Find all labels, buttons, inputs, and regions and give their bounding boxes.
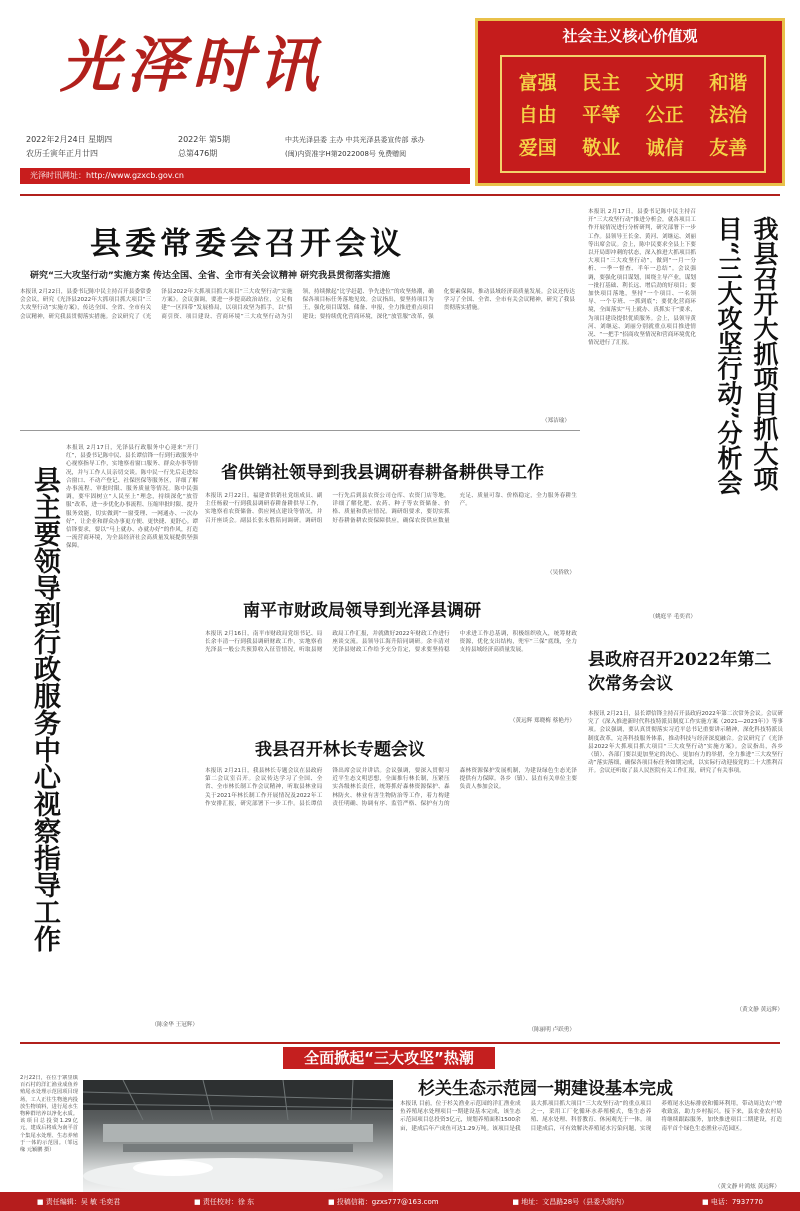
date-line: 2022年2月24日 星期四 [26,135,113,144]
forest-article [205,735,580,1033]
masthead [0,0,800,200]
core-value-word: 自由 [518,104,557,127]
campaign-banner: 全面掀起“三大攻坚”热潮 [283,1047,495,1069]
footer-item: ■ 投稿信箱：gzxs777@163.com [327,1197,439,1206]
permit-line: (闽)内资准字H第2022008号 免费赠阅 [285,150,407,158]
supply-body: 本报讯 2月22日，福建省供销社党组成员、副主任杨毅一行到我县调研春耕备耕供导工作，实地察看农资储备、供应网点建设等情况，并召开座谈会。副县长张永胜陪同调研。调研组一行先后到县农资公司仓库、农资门店等地，详细了解化肥、农药、种子等农资储备、价格、质量和供应情况。调研组要求，要切实抓好春耕备耕农资保障供应，确保农资供应数量充足、质量可靠、价格稳定，全力服务春耕生产。 [205,493,577,524]
supply-article [205,440,580,580]
campaign-article [400,1070,785,1192]
finance-headline: 南平市财政局领导到光泽县调研 [243,601,481,621]
campaign-body: 本报讯 目前，位于杉关渔业示范园的洋汇渔业成鱼养殖尾水处理项目一期建设基本完成，该生态示范园项目总投资3亿元，规划养殖面积1500余亩，建成后年产成鱼可达1.29万吨。该项目是我县大抓项目抓大项目“三大攻坚行动”的重点项目之一，采用工厂化循环水养殖模式，集生态养殖、尾水处理、科普教育、休闲观光于一体。项目建成后，可有效解决养殖尾水污染问题，实现养殖尾水达标排放和循环利用，带动周边农户增收致富，助力乡村振兴。接下来，县农业农村局将继续跟踪服务，加快推进项目二期建设，打造南平首个绿色生态渔业示范园区。 [400,1101,782,1132]
gov-meeting-body: 本报讯 2月21日，县长谭信锋主持召开县政府2022年第二次常务会议。会议研究了《深入推进新时代科技特派员制度工作实施方案（2021—2023年）》等事项。会议强调，要认真贯彻落实习近平总书记重要讲示精神，深化科技特派员制度改革，完善科技服务体系，推动科技与经济深度融合。会议研究了《光泽县2022年大抓项目抓大项目“三大攻坚行动”实施方案》。会议指出，各乡（镇）、各部门要以更加坚定的决心、更加有力的举措，全力推进“三大攻坚行动”落实落细，确保各项目标任务如期完成，以实际行动迎接党的二十大胜利召开。会议还听取了县人民医院有关工作汇报，研究了有关事项。 [588,711,783,775]
core-values-grid [500,55,766,173]
core-value-word: 公正 [645,104,684,127]
lead-body: 本报讯 2月22日，县委书记陈中民主持召开县委常委会会议，研究《光泽县2022年大抓项目抓大项目“三大攻坚行动”实施方案》，传达全国、全省、全市有关会议精神，研究我县贯彻落实措施。会议研究了《光泽县2022年大抓项目抓大项目“三大攻坚行动”实施方案》。会议强调，要进一步提高政治站位，立足构建“一区四带”发展格局，以项目攻坚为抓手，以“招商引资、项目建设、营商环境”三大攻坚行动为引领，持续掀起“比学赶超、争先进位”的攻坚热潮，确保各项目标任务落地见效。会议指出，要坚持项目为王，强化项目谋划、储备、申报，全力推进重点项目建设；要持续优化营商环境，深化“放管服”改革，强化要素保障，推动县域经济高质量发展。会议还传达学习了全国、全省、全市有关会议精神，研究了我县贯彻落实措施。 [20,289,575,320]
footer-item: ■ 责任编辑：吴 敏 毛奕君 [36,1197,121,1206]
divider [20,430,580,431]
forest-headline: 我县召开林长专题会议 [255,740,425,760]
gov-meeting-article [588,640,783,1030]
campaign-byline: （黄文静 叶鸿炫 黄远辉） [714,1184,780,1190]
website-bar: 光泽时讯网址：http://www.gzxcb.gov.cn [20,168,470,184]
core-value-word: 和谐 [709,71,748,94]
left-feature-byline: （陈金华 王冠辉） [151,1022,198,1028]
campaign-headline: 杉关生态示范园一期建设基本完成 [418,1079,673,1099]
issue-total: 总第476期 [178,149,218,158]
lead-subhead: 研究“三大攻坚行动”实施方案 传达全国、全省、全市有关会议精神 研究我县贯彻落实措施 [30,271,391,281]
lead-headline: 县委常委会召开会议 [90,226,405,262]
issue-number: 2022年 第5期 [178,135,230,144]
gov-meeting-headline: 县政府召开2022年第二次常务会议 [588,650,772,694]
gov-meeting-byline: （黄文静 黄远辉） [736,1007,783,1013]
left-feature-article [20,436,200,1034]
core-value-word: 友善 [709,137,748,160]
right-feature-article [588,208,788,628]
lead-article [20,200,580,430]
right-feature-body: 本报讯 2月17日，县委书记陈中民主持召开“三大攻坚行动”推进分析会，就各项目工作开展情况进行分析研判，研究部署下一步工作。县领导王长金、黄河、刘继运、刘丽等出席会议。会上，陈中民要求全县上下要以开局即冲刺的状态，深入推进大抓项目抓大项目“三大攻坚行动”，做到“一月一分析、一季一督查、半年一总结”。会议强调，要强化项目谋划，围绕主导产业，谋划一批打基础、利长远、增后劲的好项目；要加快项目落地，坚持“一个项目、一名领导、一个专班、一抓到底”；要优化营商环境，全面落实“马上就办、真抓实干”要求，为项目建设提供优质服务。会上，县领导黄河、刘继运、刘丽分别就重点项目推进情况、“一把手”招商攻坚情况和营商环境优化情况进行了汇报。 [588,209,696,347]
forest-byline: （陈丽明 卢跃勇） [528,1027,575,1033]
left-feature-body: 本报讯 2月17日，光泽县行政服务中心迎来“开门红”，县委书记陈中民、县长谭信锋一行到行政服务中心视察指导工作，实地察看窗口服务、群众办事等情况，并与工作人员亲切交谈。陈中民一行先后走进综合窗口、不动产登记、社保医保等服务区，详细了解办事流程、审批时限、服务质量等情况。陈中民强调，要牢固树立“人民至上”理念，持续深化“放管服”改革，进一步优化办事流程、压缩审批时限、提升服务效能，切实做到“一窗受理、一网通办、一次办好”，让企业和群众办事更方便、更快捷、更舒心。谭信锋要求，要以“马上就办、办就办好”的作风，打造一流营商环境，为全县经济社会高质量发展提供坚强保障。 [66,445,198,550]
supply-byline: （吴侨欣） [547,570,575,576]
lunar-date-line: 农历壬寅年正月廿四 [26,149,98,158]
footer-item: ■ 责任校对：徐 东 [194,1197,255,1206]
masthead-divider [20,194,780,196]
supply-headline: 省供销社领导到我县调研春耕备耕供导工作 [221,463,544,483]
publisher-block [285,133,470,161]
sponsor-line: 中共光泽县委 主办 中共光泽县委宣传部 承办 [285,136,425,144]
right-feature-headline: 我县召开大抓项目抓大项目“三大攻坚行动”分析会 [714,216,779,495]
footer-bar [0,1192,800,1211]
core-value-word: 民主 [582,71,621,94]
aquaculture-photo [83,1080,393,1192]
finance-byline: （黄远辉 郑晓梅 蔡艳丹） [509,718,575,724]
core-values-board [475,18,785,186]
core-value-word: 文明 [645,71,684,94]
core-value-word: 富强 [518,71,557,94]
newspaper-logo: 光泽时讯 [60,31,324,101]
core-value-word: 平等 [582,104,621,127]
footer-item: ■ 电话：7937770 [702,1197,764,1206]
right-feature-byline: （姚庭平 毛奕君） [649,614,696,620]
core-value-word: 法治 [709,104,748,127]
finance-article [205,590,580,730]
left-feature-headline: 县主要领导到行政服务中心视察指导工作 [29,466,60,952]
lead-byline: （郑洁瑜） [542,418,570,424]
core-value-word: 敬业 [582,137,621,160]
core-value-word: 诚信 [645,137,684,160]
footer-item: ■ 地址：文昌路28号（县委大院内） [512,1197,629,1206]
issue-block [178,133,273,161]
finance-body: 本报讯 2月16日，南平市财政局党组书记、局长余丰清一行到我县调研财政工作，实地察看光泽县一般公共预算收入征管情况，听取县财政局工作汇报，并就做好2022年财政工作进行座谈交流。县领导江海升陪同调研。余丰清对光泽县财政工作给予充分肯定，要求要坚持稳中求进工作总基调，积极组织收入，统筹财政资源，优化支出结构，兜牢“三保”底线，全力支持县域经济高质量发展。 [205,631,577,654]
forest-body: 本报讯 2月21日，我县林长专题会议在县政府第二会议室召开。会议传达学习了全国、全省、全市林长制工作会议精神，听取县林业局关于2021年林长制工作开展情况及2022年工作安排汇报，研究部署下一步工作。县长谭信锋出席会议并讲话。会议强调，要深入贯彻习近平生态文明思想，全面推行林长制，压紧压实各级林长责任，统筹抓好森林资源保护、森林防火、林业有害生物防治等工作，着力构建责任明确、协调有序、监管严格、保护有力的森林资源保护发展机制，为建设绿色生态光泽提供有力保障。各乡（镇）、县直有关单位主要负责人参加会议。 [205,768,577,807]
core-value-word: 爱国 [518,137,557,160]
campaign-divider [20,1042,780,1044]
factory-interior-illustration [83,1080,393,1192]
core-values-title: 社会主义核心价值观 [562,27,698,45]
date-block [26,133,166,161]
photo-caption: 2月22日，在位于寨里镇百石村的洋汇渔业成鱼养殖尾水处理示范园项目现场，工人正往生物池内投放生物填料，进行尾水生物种群培养以净化水质。该项目总投资1.29亿元，建成后将成为南平首个集尾水处理、生态养殖于一体的示范园。（邹远缘 元颖鹏 摄） [20,1075,78,1154]
